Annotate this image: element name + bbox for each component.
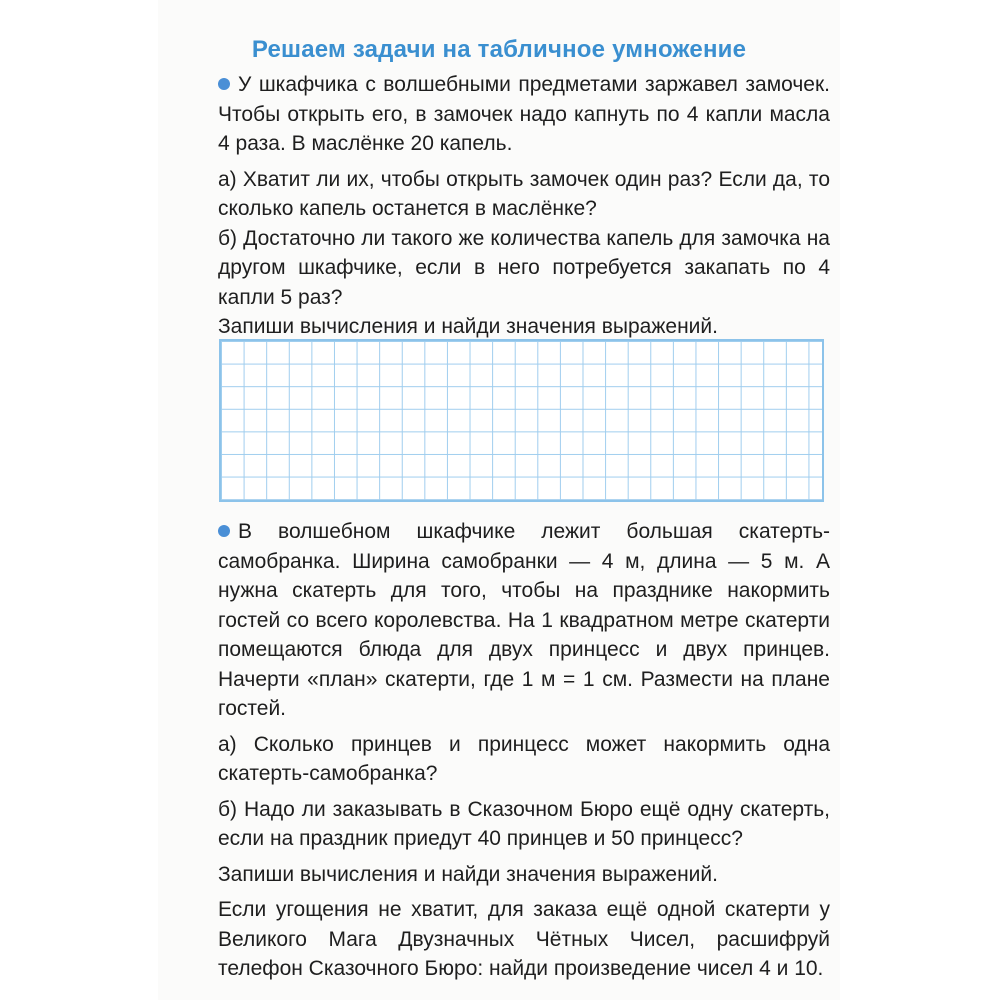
task-2-intro: В волшебном шкафчике лежит большая скатерть-самобранка. Ширина самобранки — 4 м, длина — 5 м. А нужна скатерть для того, чтобы на празднике накормить гостей со всего королевства. На 1 квадратном метре скатерти помещаются блюда для двух принцесс и двух принцев. Начерти «план» скатерти, где 1 м = 1 см. Размести на плане гостей. — [218, 520, 830, 720]
page-title: Решаем задачи на табличное умножение — [251, 36, 747, 63]
task-1-instruction: Запиши вычисления и найди значения выражений. — [218, 315, 718, 338]
bullet-icon — [218, 525, 230, 537]
task-2-question-a: а) Сколько принцев и принцесс может накормить одна скатерть-самобранка? — [218, 732, 830, 785]
bullet-icon — [218, 78, 230, 90]
task-1-question-b: б) Достаточно ли такого же количества капель для замочка на другом шкафчике, если в него потребуется закапать по 4 капли 5 раз? — [218, 226, 830, 309]
task-2-instruction: Запиши вычисления и найди значения выражений. — [218, 862, 718, 886]
task-1-question-a: а) Хватит ли их, чтобы открыть замочек один раз? Если да, то сколько капель останется в маслёнке? — [218, 167, 830, 220]
answer-grid[interactable] — [219, 339, 824, 502]
task-2 — [218, 517, 830, 984]
task-1 — [218, 70, 830, 342]
task-1-intro: У шкафчика с волшебными предметами заржавел замочек. Чтобы открыть его, в замочек надо капнуть по 4 капли масла 4 раза. В маслёнке 20 капель. — [218, 73, 830, 155]
task-2-question-b: б) Надо ли заказывать в Сказочном Бюро ещё одну скатерть, если на праздник приедут 40 принцев и 50 принцесс? — [218, 797, 830, 850]
page-margin — [0, 0, 158, 1000]
task-2-extra: Если угощения не хватит, для заказа ещё одной скатерти у Великого Мага Двузначных Чётных Чисел, расшифруй телефон Сказочного Бюро: найди произведение чисел 4 и 10. — [218, 898, 830, 980]
